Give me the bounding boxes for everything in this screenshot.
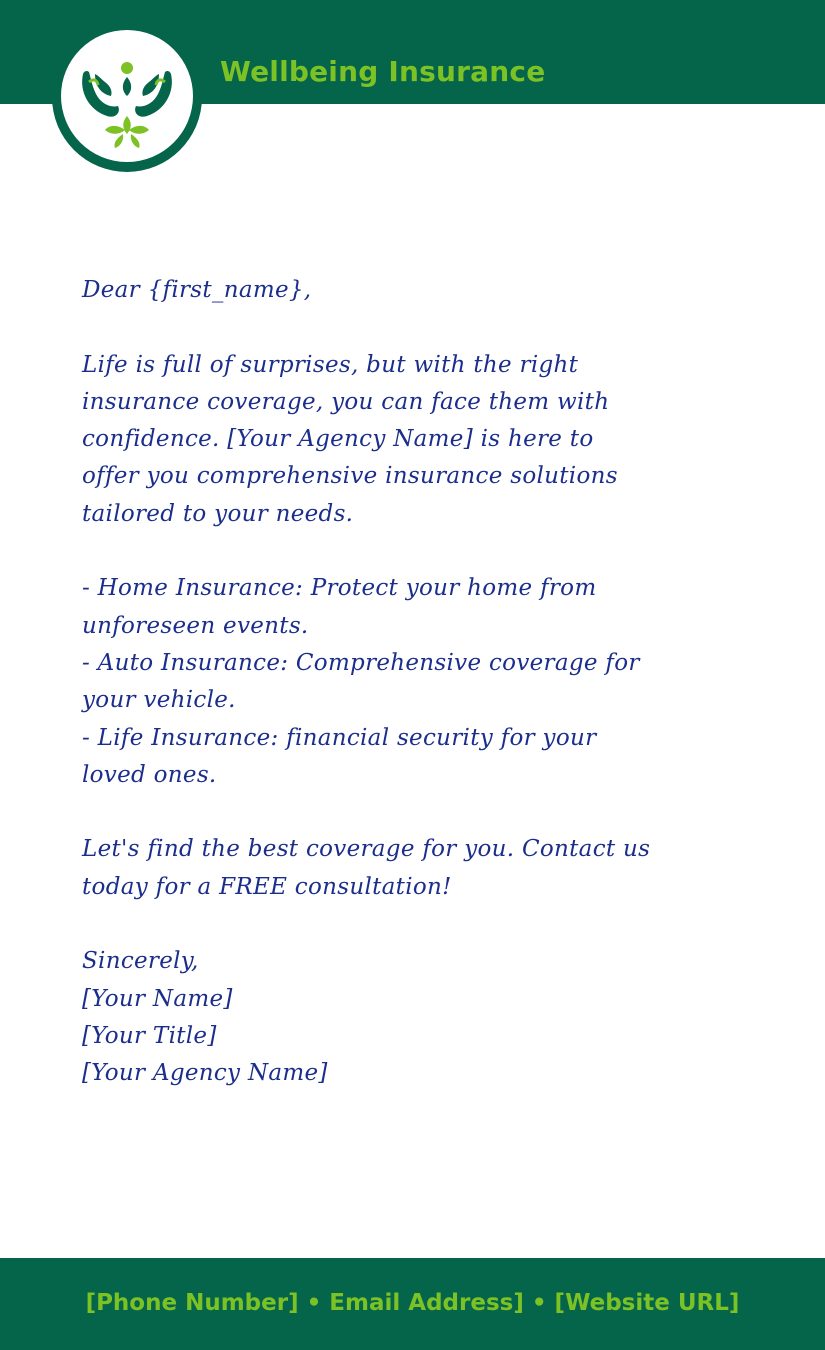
service-life-line: - Life Insurance: financial security for your xyxy=(82,724,597,751)
logo-badge xyxy=(52,22,202,172)
service-auto-line: - Auto Insurance: Comprehensive coverage for xyxy=(82,649,640,676)
cta-line: today for a FREE consultation! xyxy=(82,873,452,900)
intro-line: insurance coverage, you can face them with xyxy=(82,388,610,415)
service-home-line: unforeseen events. xyxy=(82,612,309,639)
intro-line: offer you comprehensive insurance solutions xyxy=(82,463,618,490)
greeting: Dear {first_name}, xyxy=(82,277,312,303)
footer-band xyxy=(0,1258,825,1350)
letter-body xyxy=(82,272,772,1093)
intro-line: tailored to your needs. xyxy=(82,500,354,527)
logo-inner-circle xyxy=(61,30,193,162)
footer-contact-line: [Phone Number] • Email Address] • [Website URL] xyxy=(85,1290,740,1316)
brand-name: Wellbeing Insurance xyxy=(220,55,546,88)
intro-line: confidence. [Your Agency Name] is here to xyxy=(82,426,594,453)
signoff-closing: Sincerely, xyxy=(82,948,199,975)
cta-line: Let's find the best coverage for you. Contact us xyxy=(82,836,651,863)
signoff-title: [Your Title] xyxy=(82,1022,217,1049)
service-auto-line: your vehicle. xyxy=(82,687,236,714)
service-home-line: - Home Insurance: Protect your home from xyxy=(82,575,597,602)
signoff-agency: [Your Agency Name] xyxy=(82,1060,328,1087)
signoff-name: [Your Name] xyxy=(82,985,233,1012)
service-life-line: loved ones. xyxy=(82,761,217,788)
hands-holding-leaves-icon xyxy=(61,30,193,162)
intro-line: Life is full of surprises, but with the right xyxy=(82,351,579,378)
